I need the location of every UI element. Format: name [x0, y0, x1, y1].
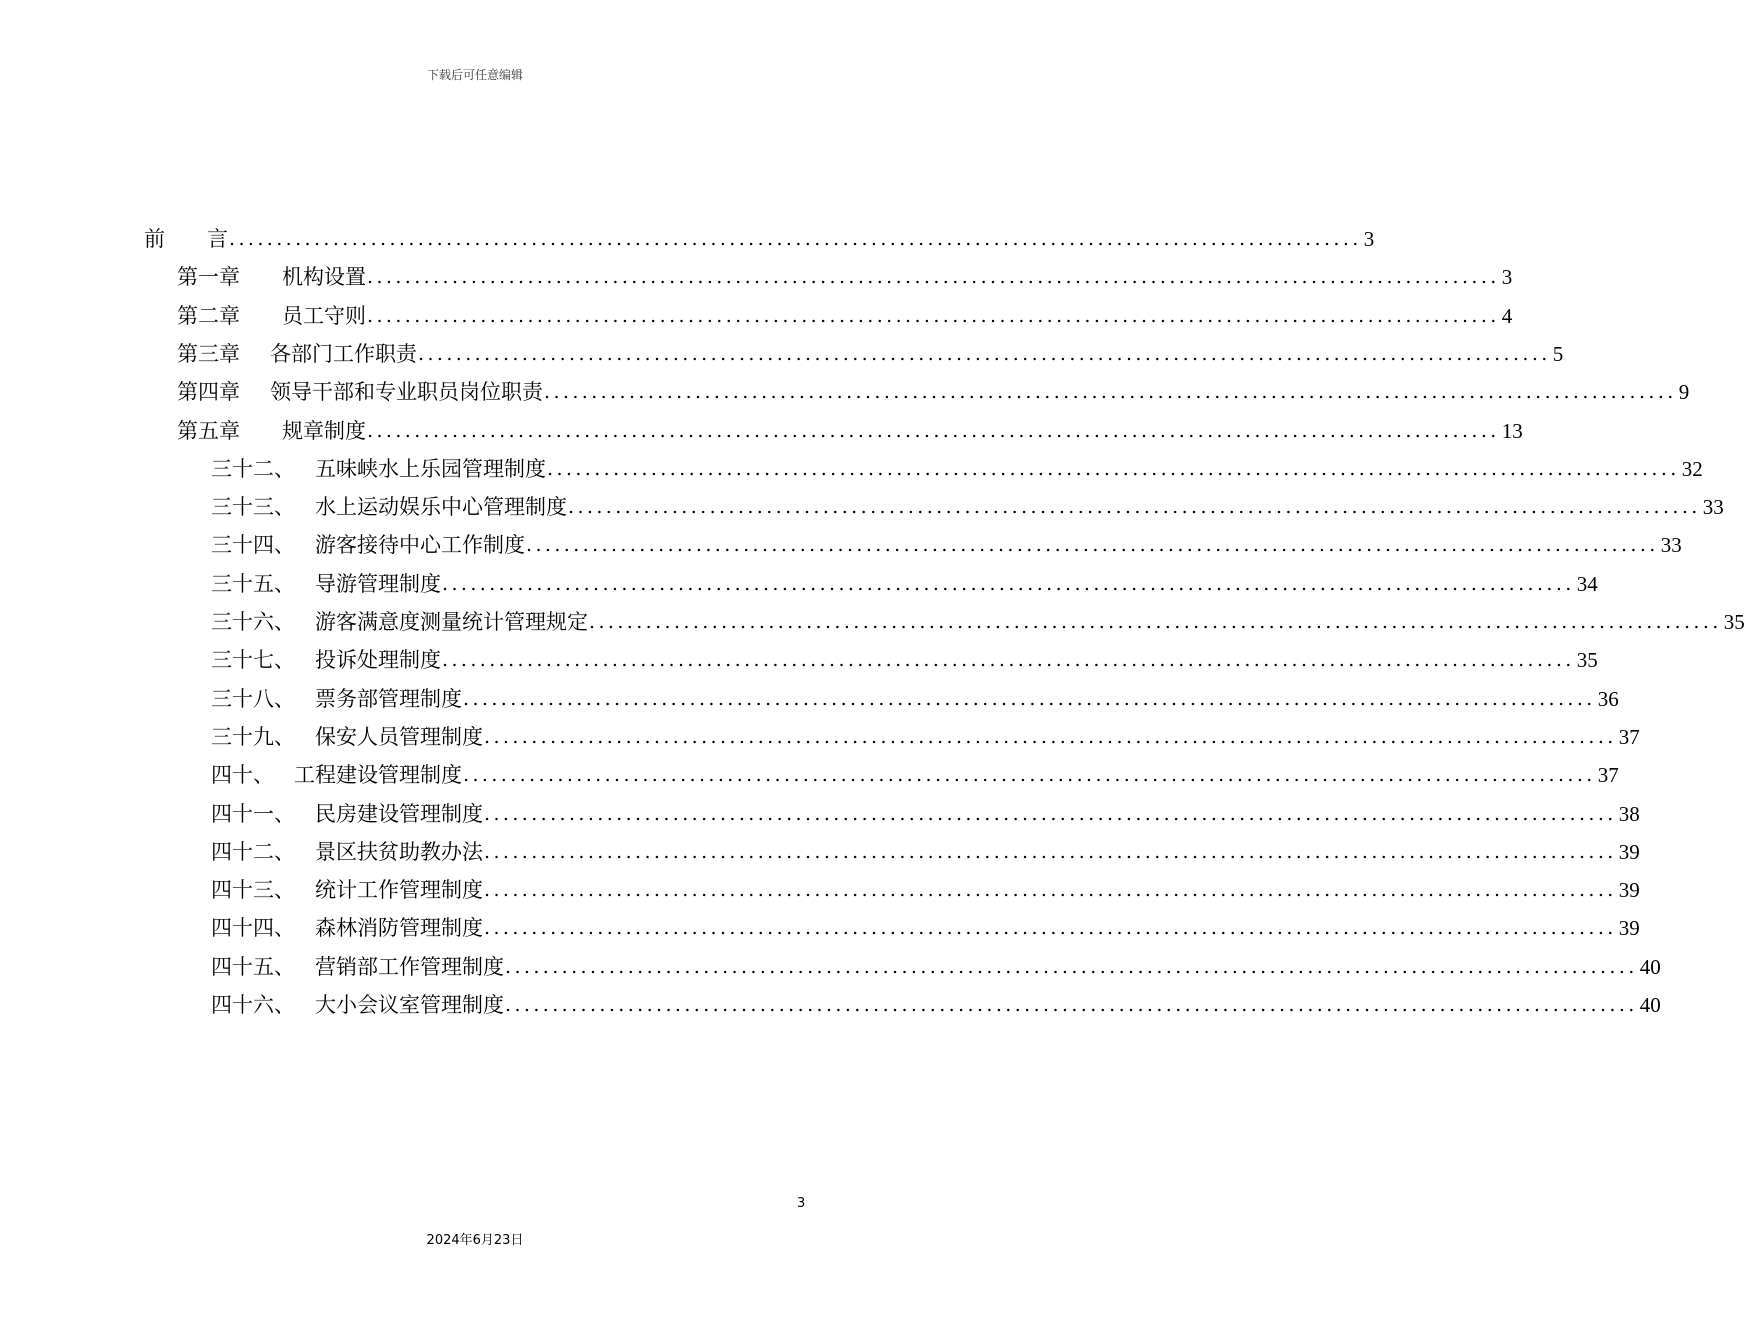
toc-entry-number: 四十四、 [211, 916, 295, 941]
toc-dot-leader: ........................................................................................................................ [367, 419, 1500, 442]
toc-entry-number: 三十九、 [211, 724, 295, 749]
toc-entry-number: 三十三、 [211, 495, 295, 520]
toc-entry-title: 员工守则 [282, 303, 366, 328]
toc-entry[interactable] [211, 600, 1745, 636]
toc-dot-leader: ........................................................................................................................ [544, 381, 1677, 404]
toc-entry-title: 工程建设管理制度 [294, 763, 462, 788]
toc-dot-leader: ........................................................................................................................ [367, 266, 1500, 289]
toc-entry-page: 4 [1501, 303, 1513, 328]
toc-dot-leader: ........................................................................................................................ [505, 994, 1638, 1016]
page-number: 3 [797, 1196, 806, 1211]
toc-entry[interactable] [211, 677, 1619, 713]
toc-entry-number: 四十五、 [211, 954, 295, 979]
toc-entry-number: 第一章 [177, 265, 240, 290]
toc-dot-leader: ........................................................................................................................ [484, 917, 1617, 940]
toc-entry-page: 37 [1597, 763, 1619, 788]
toc-entry[interactable] [211, 638, 1598, 674]
toc-entry[interactable] [211, 792, 1640, 828]
toc-entry-number: 三十七、 [211, 648, 295, 673]
toc-entry-title: 统计工作管理制度 [315, 878, 483, 903]
toc-entry-page: 9 [1678, 380, 1690, 405]
toc-entry-number: 三十六、 [211, 610, 295, 634]
toc-entry[interactable] [211, 945, 1661, 981]
toc-entry-page: 33 [1702, 495, 1724, 520]
toc-entry[interactable] [211, 562, 1598, 598]
page-header: 下载后可任意编辑 [426, 68, 523, 82]
toc-entry-number: 三十五、 [211, 571, 295, 596]
toc-entry-title: 营销部工作管理制度 [315, 954, 504, 979]
toc-dot-leader: ........................................................................................................................ [463, 764, 1596, 787]
toc-entry[interactable] [211, 868, 1640, 904]
toc-entry-page: 13 [1501, 418, 1523, 443]
toc-dot-leader: ........................................................................................................................ [547, 457, 1680, 480]
toc-entry-title: 大小会议室管理制度 [315, 993, 504, 1017]
toc-dot-leader: ........................................................................................................................ [442, 649, 1575, 672]
toc-entry-number: 前 言 [144, 227, 228, 251]
footer-date: 2024年6月23日 [426, 1233, 524, 1248]
toc-entry-title: 规章制度 [282, 418, 366, 443]
toc-entry-number: 三十四、 [211, 533, 295, 558]
toc-entry-page: 40 [1639, 993, 1661, 1017]
toc-entry[interactable] [177, 294, 1513, 330]
toc-entry[interactable] [211, 983, 1661, 1019]
toc-dot-leader: ........................................................................................................................ [484, 840, 1617, 863]
toc-entry-title: 票务部管理制度 [315, 686, 462, 711]
toc-entry-title: 机构设置 [282, 265, 366, 290]
toc-entry-page: 36 [1597, 686, 1619, 711]
toc-entry-number: 三十八、 [211, 686, 295, 711]
toc-entry[interactable] [211, 830, 1640, 866]
toc-entry-page: 38 [1618, 801, 1640, 826]
toc-dot-leader: ........................................................................................................................ [418, 342, 1551, 365]
toc-entry[interactable] [177, 332, 1564, 368]
toc-entry-number: 第四章 [177, 380, 240, 405]
toc-entry[interactable] [211, 715, 1640, 751]
toc-entry-page: 37 [1618, 724, 1640, 749]
toc-entry[interactable] [144, 217, 1375, 253]
toc-dot-leader: ........................................................................................................................ [367, 304, 1500, 327]
toc-entry-number: 四十六、 [211, 993, 295, 1017]
toc-dot-leader: ........................................................................................................................ [505, 955, 1638, 978]
toc-entry[interactable] [211, 906, 1640, 942]
toc-entry[interactable] [211, 485, 1724, 521]
toc-dot-leader: ........................................................................................................................ [442, 572, 1575, 595]
toc-entry-title: 游客接待中心工作制度 [315, 533, 525, 558]
toc-entry[interactable] [211, 523, 1682, 559]
toc-entry-page: 34 [1576, 571, 1598, 596]
toc-entry-page: 39 [1618, 878, 1640, 903]
toc-dot-leader: ........................................................................................................................ [568, 496, 1701, 519]
toc-dot-leader: ........................................................................................................................ [589, 611, 1722, 633]
toc-entry-number: 四十、 [211, 763, 274, 788]
toc-entry-page: 33 [1660, 533, 1682, 558]
toc-entry-title: 游客满意度测量统计管理规定 [315, 610, 588, 634]
toc-dot-leader: ........................................................................................................................ [526, 534, 1659, 557]
toc-entry-page: 3 [1501, 265, 1513, 290]
toc-entry-number: 第三章 [177, 341, 240, 366]
toc-entry[interactable] [177, 409, 1523, 445]
toc-entry-page: 3 [1363, 227, 1375, 251]
toc-dot-leader: ........................................................................................................................ [484, 725, 1617, 748]
toc-entry-page: 39 [1618, 916, 1640, 941]
toc-entry-number: 三十二、 [211, 456, 295, 481]
toc-entry-title: 投诉处理制度 [315, 648, 441, 673]
toc-dot-leader: ........................................................................................................................ [484, 879, 1617, 902]
toc-entry-number: 第二章 [177, 303, 240, 328]
toc-entry-title: 领导干部和专业职员岗位职责 [270, 380, 543, 405]
toc-entry-page: 5 [1552, 341, 1564, 366]
toc-entry-title: 景区扶贫助教办法 [315, 839, 483, 864]
toc-dot-leader: ........................................................................................................................ [229, 228, 1362, 250]
toc-entry-title: 各部门工作职责 [270, 341, 417, 366]
toc-entry[interactable] [177, 255, 1513, 291]
toc-entry-page: 32 [1681, 456, 1703, 481]
toc-entry-number: 四十三、 [211, 878, 295, 903]
toc-entry-title: 水上运动娱乐中心管理制度 [315, 495, 567, 520]
toc-entry-title: 五味峡水上乐园管理制度 [315, 456, 546, 481]
toc-dot-leader: ........................................................................................................................ [463, 687, 1596, 710]
toc-entry-number: 四十一、 [211, 801, 295, 826]
toc-entry-page: 39 [1618, 839, 1640, 864]
toc-dot-leader: ........................................................................................................................ [484, 802, 1617, 825]
toc-entry-number: 第五章 [177, 418, 240, 443]
toc-entry-page: 35 [1576, 648, 1598, 673]
toc-entry-title: 保安人员管理制度 [315, 724, 483, 749]
toc-entry-number: 四十二、 [211, 839, 295, 864]
toc-entry[interactable] [211, 447, 1703, 483]
toc-entry[interactable] [211, 753, 1619, 789]
toc-entry[interactable] [177, 370, 1690, 406]
toc-entry-title: 民房建设管理制度 [315, 801, 483, 826]
toc-entry-page: 40 [1639, 954, 1661, 979]
toc-entry-title: 导游管理制度 [315, 571, 441, 596]
toc-entry-page: 35 [1723, 610, 1745, 634]
toc-entry-title: 森林消防管理制度 [315, 916, 483, 941]
